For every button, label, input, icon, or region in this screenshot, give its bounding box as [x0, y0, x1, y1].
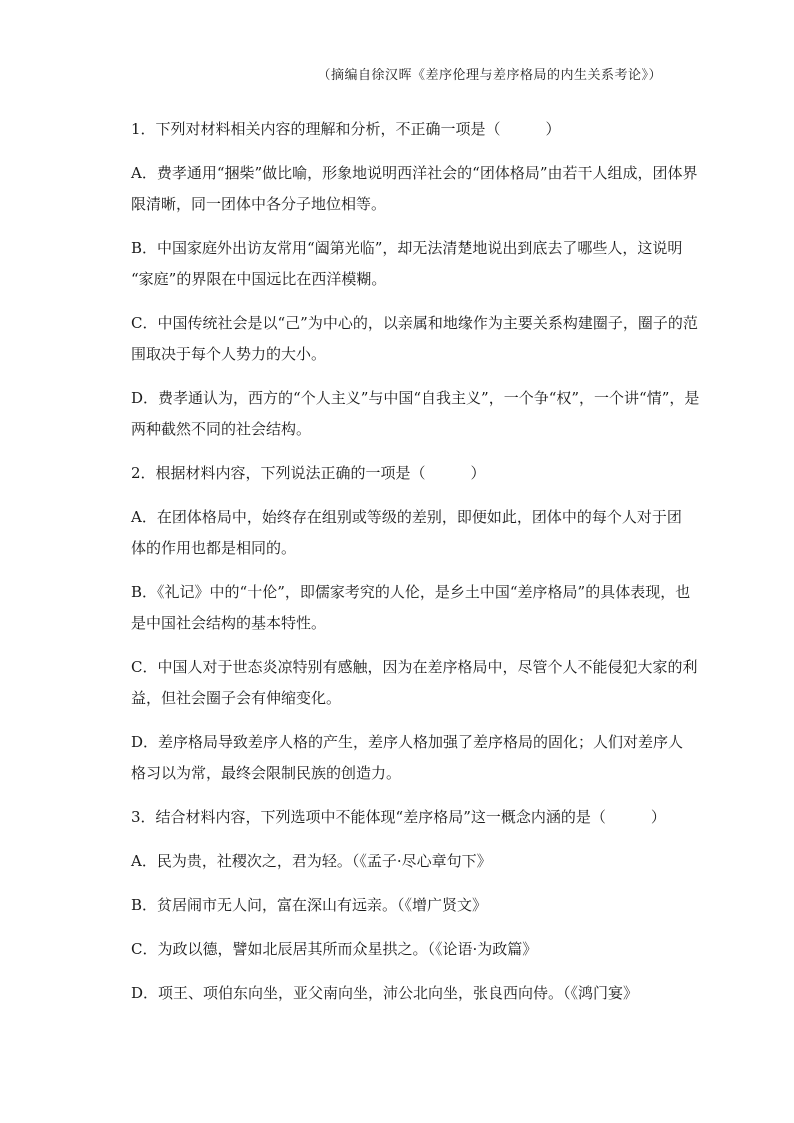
option-line: D．项王、项伯东向坐，亚父南向坐，沛公北向坐，张良西向侍。（《鸿门宴》	[131, 984, 639, 1002]
option-line: A．费孝通用“捆柴”做比喻，形象地说明西洋社会的“团体格局”由若干人组成，团体界	[131, 164, 698, 182]
option-line: B．贫居闹市无人问，富在深山有远亲。（《增广贤文》	[131, 896, 488, 914]
option-line: A．在团体格局中，始终存在组别或等级的差别，即便如此，团体中的每个人对于团	[131, 508, 682, 526]
option-line: 格习以为常，最终会限制民族的创造力。	[131, 764, 402, 782]
option-a	[131, 158, 698, 220]
option-line: B．中国家庭外出访友常用“阖第光临”，却无法清楚地说出到底去了哪些人，这说明	[131, 239, 683, 257]
question-3	[131, 802, 666, 1009]
option-line: 两种截然不同的社会结构。	[131, 420, 312, 438]
option-line: 体的作用也都是相同的。	[131, 539, 297, 557]
option-d	[131, 383, 700, 445]
option-line: 益，但社会圈子会有伸缩变化。	[131, 689, 342, 707]
option-line: C．中国人对于世态炎凉特别有感触，因为在差序格局中，尽管个人不能侵犯大家的利	[131, 658, 698, 676]
option-d	[131, 727, 684, 789]
source-note: （摘编自徐汉晖《差序伦理与差序格局的内生关系考论》）	[317, 68, 662, 83]
question-stem: 3．结合材料内容，下列选项中不能体现“差序格局”这一概念内涵的是（ ）	[131, 808, 666, 826]
option-line: 限清晰，同一团体中各分子地位相等。	[131, 195, 387, 213]
option-c	[131, 308, 698, 370]
option-b	[131, 577, 691, 639]
option-a	[131, 846, 663, 877]
question-2	[131, 458, 698, 789]
option-b	[131, 890, 663, 921]
option-line: D．费孝通认为，西方的“个人主义”与中国“自我主义”，一个争“权”，一个讲“情”，是	[131, 389, 700, 407]
option-line: D．差序格局导致差序人格的产生，差序人格加强了差序格局的固化；人们对差序人	[131, 733, 684, 751]
option-line: B．《礼记》中的“十伦”，即儒家考究的人伦，是乡土中国“差序格局”的具体表现，也	[131, 583, 691, 601]
option-line: C．中国传统社会是以“己”为中心的，以亲属和地缘作为主要关系构建圈子，圈子的范	[131, 314, 698, 332]
question-stem: 1．下列对材料相关内容的理解和分析，不正确一项是（ ）	[131, 120, 561, 138]
question-stem: 2．根据材料内容，下列说法正确的一项是（ ）	[131, 464, 486, 482]
option-line: 围取决于每个人势力的大小。	[131, 345, 327, 363]
option-a	[131, 502, 682, 564]
option-b	[131, 233, 683, 295]
option-line: A．民为贵，社稷次之，君为轻。（《孟子·尽心章句下》	[131, 852, 492, 870]
option-d	[131, 978, 663, 1009]
option-line: “家庭”的界限在中国远比在西洋模糊。	[131, 270, 387, 288]
option-line: 是中国社会结构的基本特性。	[131, 614, 327, 632]
option-c	[131, 934, 663, 965]
question-1	[131, 114, 700, 445]
option-line: C．为政以德，譬如北辰居其所而众星拱之。（《论语·为政篇》	[131, 940, 538, 958]
question-list	[131, 114, 700, 1022]
option-c	[131, 652, 698, 714]
